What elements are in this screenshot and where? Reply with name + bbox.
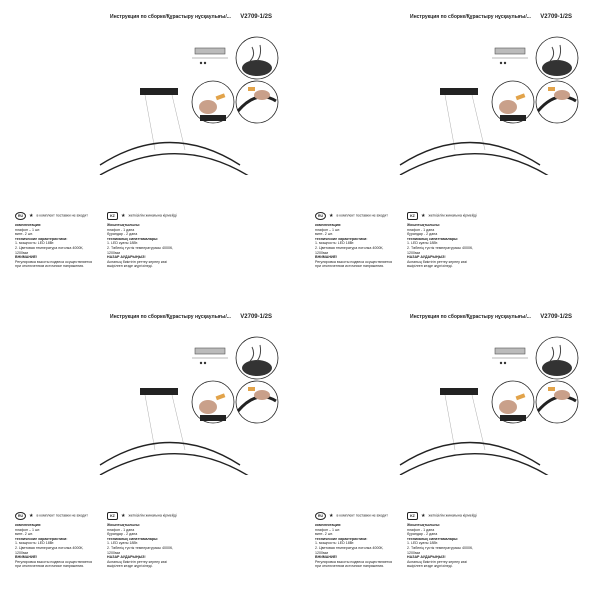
certification-logo: KZ [407, 212, 418, 220]
mounting-bracket-drawing [192, 348, 228, 364]
spec-line: техникалық сипаттамалары: [407, 236, 459, 241]
assembly-illustration [300, 325, 600, 475]
spec-line: технические характеристики: [315, 236, 368, 241]
star-icon: ★ [29, 512, 34, 519]
not-included-note: жеткізілім жинағына кірмейді [428, 513, 477, 518]
spec-line: Регулировка высоты подвеса осуществляется [315, 559, 393, 564]
spec-line: при отключенном источнике напряжения. [315, 264, 385, 269]
certification-logo: KZ [407, 512, 418, 520]
mounting-bracket-drawing [492, 48, 528, 64]
spec-line: 2. Төбенің түстік температурасы 4000К, [107, 545, 174, 550]
spec-line: технические характеристики: [15, 236, 68, 241]
lamp-arc-lower [400, 454, 555, 475]
spec-line: ВНИМАНИЕ! [15, 255, 38, 260]
spec-line: Аспаның биіктігін реттеу кернеу көзі [407, 259, 467, 264]
spec-column-kz [107, 512, 232, 569]
spec-line: ВНИМАНИЕ! [315, 555, 338, 560]
certification-logo: RU [15, 512, 26, 520]
spec-line: плафон – 1 шт. [15, 527, 41, 532]
detail-photo-hand-screwdriver [192, 81, 234, 123]
spec-line: плафон – 1 шт. [315, 227, 341, 232]
spec-line: 1. LED куаты 18Вт. [107, 241, 139, 246]
spec-line: 1. мощность: LED 18Вт. [315, 541, 355, 546]
spec-line: при отключенном источнике напряжения. [315, 564, 385, 569]
certification-logo: RU [15, 212, 26, 220]
spec-line: Аспаның биіктігін реттеу кернеу көзі [407, 559, 467, 564]
spec-column-kz [407, 512, 532, 569]
spec-line: 1200мм [15, 250, 28, 255]
spec-line: плафон – 1 шт. [15, 227, 41, 232]
not-included-note: в комплект поставки не входит [336, 213, 388, 218]
spec-line: Жиынтықтылығы: [407, 223, 441, 227]
suspension-cable [445, 95, 455, 150]
spec-line: техникалық сипаттамалары: [107, 536, 159, 541]
detail-photo-wiring [236, 37, 278, 79]
spec-line: винт- 2 шт. [315, 232, 333, 237]
suspension-cable [172, 395, 185, 450]
spec-line: 2. Цветовая температура потолка 4000К, [315, 245, 384, 250]
spec-line: комплектация: [315, 223, 342, 227]
model-number: V2709-1/2S [540, 314, 572, 320]
star-icon: ★ [421, 212, 426, 219]
detail-photo-wiring [236, 337, 278, 379]
spec-line: техникалық сипаттамалары: [107, 236, 159, 241]
spec-line: өшірілген кезде жүргізіледі. [107, 564, 153, 569]
spec-line: Регулировка высоты подвеса осуществляется [315, 259, 393, 264]
spec-line: бұрандар - 2 дана [107, 232, 138, 237]
sheet-header [110, 14, 290, 20]
suspension-cable [445, 395, 455, 450]
ceiling-canopy-drawing [440, 388, 478, 395]
not-included-note: жеткізілім жинағына кірмейді [428, 213, 477, 218]
detail-photo-ring-clip [236, 81, 278, 123]
sheet-header [110, 314, 290, 320]
spec-line: ВНИМАНИЕ! [315, 255, 338, 260]
spec-line: винт- 2 шт. [15, 532, 33, 537]
spec-line: бұрандар - 2 дана [407, 232, 438, 237]
spec-line: Аспаның биіктігін реттеу кернеу көзі [107, 559, 167, 564]
sheet-title: Инструкция по сборке/Құрастыру нұсқаулығы/... [110, 14, 231, 20]
spec-line: бұрандар - 2 дана [107, 532, 138, 537]
spec-line: НАЗАР АУДАРЫҢЫЗ! [107, 255, 146, 260]
spec-line: технические характеристики: [15, 536, 68, 541]
assembly-illustration [0, 325, 300, 475]
suspension-cable [472, 395, 485, 450]
not-included-note: в комплект поставки не входит [36, 213, 88, 218]
mounting-bracket-drawing [192, 48, 228, 64]
sheet-title: Инструкция по сборке/Құрастыру нұсқаулығы/... [410, 314, 531, 320]
star-icon: ★ [329, 512, 334, 519]
assembly-illustration [0, 25, 300, 175]
star-icon: ★ [121, 512, 126, 519]
spec-line: 2. Цветовая температура потолка 4000К, [15, 245, 84, 250]
star-icon: ★ [421, 512, 426, 519]
detail-photo-ring-clip [536, 81, 578, 123]
spec-line: НАЗАР АУДАРЫҢЫЗ! [407, 255, 446, 260]
certification-logo: RU [315, 512, 326, 520]
sheet-header [410, 314, 590, 320]
instruction-sheet [300, 0, 600, 300]
spec-line: комплектация: [15, 523, 42, 527]
not-included-note: в комплект поставки не входит [36, 513, 88, 518]
spec-line: 1. LED куаты 18Вт. [107, 541, 139, 546]
spec-lines [407, 523, 532, 569]
spec-line: 1. мощность: LED 18Вт. [15, 541, 55, 546]
not-included-note: в комплект поставки не входит [336, 513, 388, 518]
spec-line: плафон - 1 дана [407, 227, 435, 232]
spec-line: технические характеристики: [315, 536, 368, 541]
spec-line: 1200мм [407, 250, 420, 255]
spec-line: өшірілген кезде жүргізіледі. [407, 564, 453, 569]
spec-line: 1. мощность: LED 18Вт. [315, 241, 355, 246]
detail-photo-wiring [536, 337, 578, 379]
spec-line: 2. Цветовая температура потолка 4000К, [15, 545, 84, 550]
spec-line: 1200мм [407, 550, 420, 555]
spec-line: Регулировка высоты подвеса осуществляется [15, 559, 93, 564]
model-number: V2709-1/2S [240, 14, 272, 20]
spec-line: ВНИМАНИЕ! [15, 555, 38, 560]
instruction-sheet [0, 0, 300, 300]
spec-line: 1200мм [107, 550, 120, 555]
spec-line: 1. LED куаты 18Вт. [407, 241, 439, 246]
star-icon: ★ [121, 212, 126, 219]
certification-logo: KZ [107, 512, 118, 520]
spec-lines [107, 223, 232, 269]
ceiling-canopy-drawing [140, 88, 178, 95]
star-icon: ★ [329, 212, 334, 219]
spec-line: 1200мм [15, 550, 28, 555]
instruction-sheet [300, 300, 600, 600]
ceiling-canopy-drawing [140, 388, 178, 395]
spec-line: Жиынтықтылығы: [107, 223, 141, 227]
instruction-sheet [0, 300, 300, 600]
not-included-note: жеткізілім жинағына кірмейді [128, 213, 177, 218]
sheet-title: Инструкция по сборке/Құрастыру нұсқаулығы/... [410, 14, 531, 20]
spec-line: 1. мощность: LED 18Вт. [15, 241, 55, 246]
spec-line: өшірілген кезде жүргізіледі. [407, 264, 453, 269]
spec-line: техникалық сипаттамалары: [407, 536, 459, 541]
spec-line: 1200мм [107, 250, 120, 255]
detail-photo-hand-screwdriver [192, 381, 234, 423]
spec-line: плафон - 1 дана [107, 227, 135, 232]
not-included-note: жеткізілім жинағына кірмейді [128, 513, 177, 518]
spec-line: плафон – 1 шт. [315, 527, 341, 532]
model-number: V2709-1/2S [540, 14, 572, 20]
star-icon: ★ [29, 212, 34, 219]
suspension-cable [145, 95, 155, 150]
lamp-arc-lower [400, 154, 555, 175]
spec-line: Регулировка высоты подвеса осуществляется [15, 259, 93, 264]
spec-line: 1. LED куаты 18Вт. [407, 541, 439, 546]
spec-line: при отключенном источнике напряжения. [15, 264, 85, 269]
assembly-illustration [300, 25, 600, 175]
spec-line: винт- 2 шт. [15, 232, 33, 237]
spec-line: Жиынтықтылығы: [107, 523, 141, 527]
lamp-arc-lower [100, 454, 255, 475]
certification-logo: RU [315, 212, 326, 220]
spec-line: НАЗАР АУДАРЫҢЫЗ! [407, 555, 446, 560]
model-number: V2709-1/2S [240, 314, 272, 320]
spec-column-kz [407, 212, 532, 269]
detail-photo-wiring [536, 37, 578, 79]
lamp-arc-lower [100, 154, 255, 175]
spec-line: 2. Төбенің түстік температурасы 4000К, [407, 245, 474, 250]
spec-line: 1200мм [315, 250, 328, 255]
spec-line: винт- 2 шт. [315, 532, 333, 537]
spec-line: 2. Цветовая температура потолка 4000К, [315, 545, 384, 550]
certification-logo: KZ [107, 212, 118, 220]
detail-photo-ring-clip [236, 381, 278, 423]
spec-line: при отключенном источнике напряжения. [15, 564, 85, 569]
spec-line: бұрандар - 2 дана [407, 532, 438, 537]
spec-line: 2. Төбенің түстік температурасы 4000К, [407, 545, 474, 550]
detail-photo-hand-screwdriver [492, 81, 534, 123]
spec-lines [407, 223, 532, 269]
spec-lines [107, 523, 232, 569]
spec-line: комплектация: [15, 223, 42, 227]
suspension-cable [472, 95, 485, 150]
sheet-header [410, 14, 590, 20]
spec-line: өшірілген кезде жүргізіледі. [107, 264, 153, 269]
spec-line: НАЗАР АУДАРЫҢЫЗ! [107, 555, 146, 560]
detail-photo-hand-screwdriver [492, 381, 534, 423]
sheet-title: Инструкция по сборке/Құрастыру нұсқаулығы/... [110, 314, 231, 320]
spec-line: плафон - 1 дана [107, 527, 135, 532]
spec-column-kz [107, 212, 232, 269]
spec-line: 2. Төбенің түстік температурасы 4000К, [107, 245, 174, 250]
spec-line: плафон - 1 дана [407, 527, 435, 532]
ceiling-canopy-drawing [440, 88, 478, 95]
spec-line: Аспаның биіктігін реттеу кернеу көзі [107, 259, 167, 264]
mounting-bracket-drawing [492, 348, 528, 364]
suspension-cable [172, 95, 185, 150]
spec-line: 1200мм [315, 550, 328, 555]
spec-line: Жиынтықтылығы: [407, 523, 441, 527]
suspension-cable [145, 395, 155, 450]
detail-photo-ring-clip [536, 381, 578, 423]
spec-line: комплектация: [315, 523, 342, 527]
